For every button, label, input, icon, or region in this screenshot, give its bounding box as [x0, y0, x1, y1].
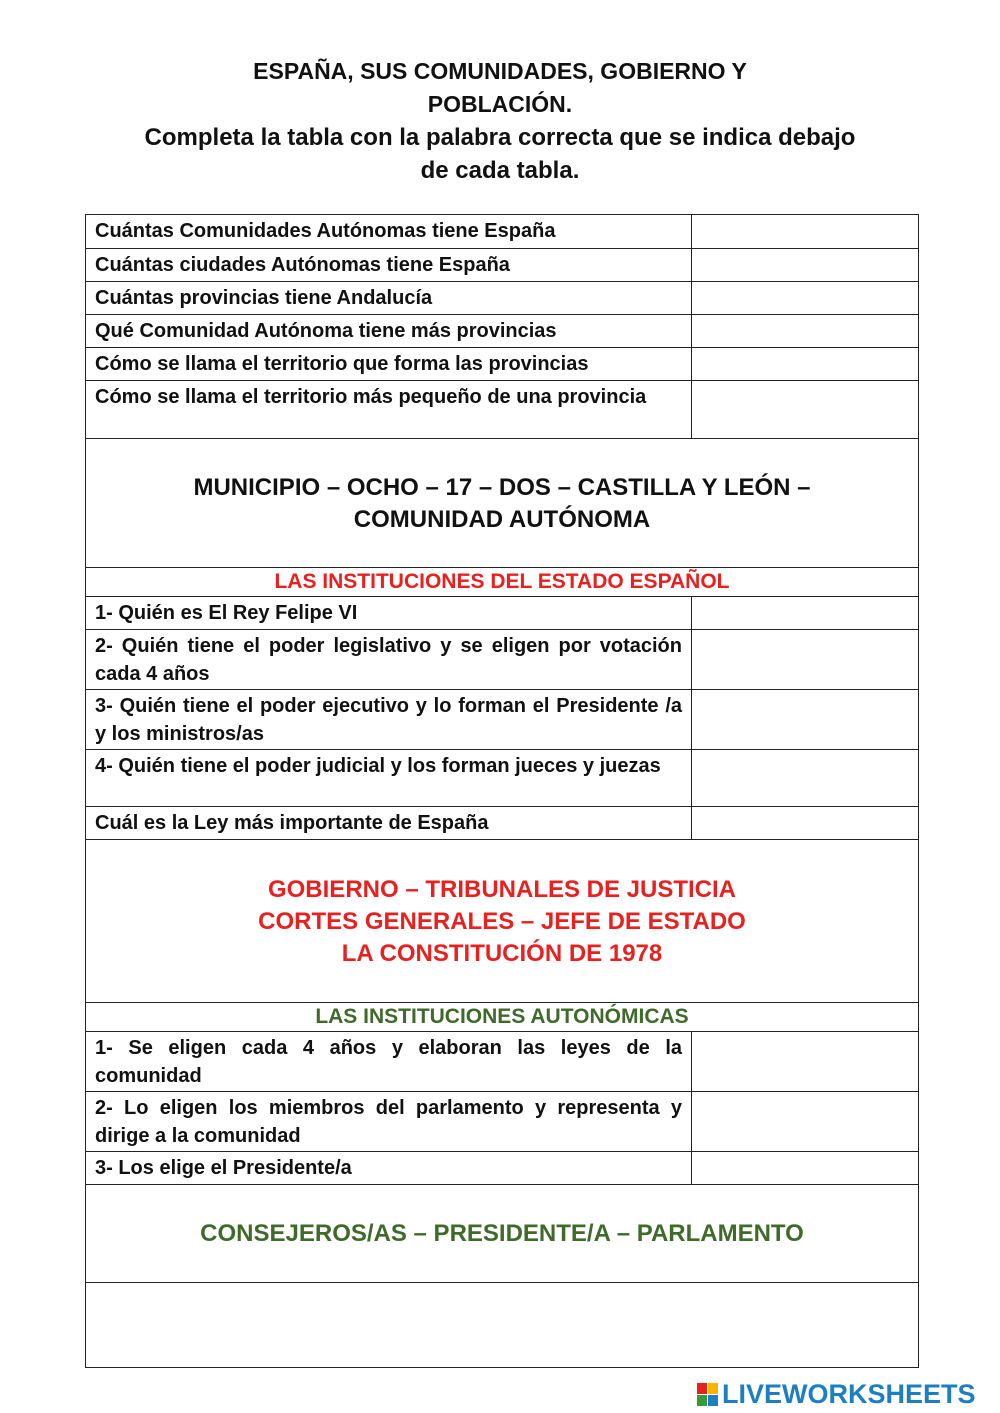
- table-row: [86, 690, 919, 750]
- word-bank-row: [86, 840, 919, 1003]
- answer-cell[interactable]: [692, 315, 919, 348]
- question-text: Cuántas ciudades Autónomas tiene España: [86, 249, 692, 282]
- table-row: [86, 348, 919, 381]
- word-bank-line: CORTES GENERALES – JEFE DE ESTADO: [258, 907, 746, 935]
- table-row: [86, 249, 919, 282]
- answer-cell[interactable]: [692, 690, 919, 750]
- table-row: [86, 750, 919, 807]
- liveworksheets-logo-icon: [697, 1383, 718, 1406]
- answer-cell[interactable]: [692, 630, 919, 690]
- table-row: [86, 630, 919, 690]
- worksheet-table: [85, 214, 919, 1368]
- word-bank: [86, 840, 919, 1003]
- answer-cell[interactable]: [692, 215, 919, 249]
- question-text: Cómo se llama el territorio más pequeño de una provincia: [86, 381, 692, 439]
- word-bank: [86, 439, 919, 568]
- blank-cell: [86, 1283, 919, 1368]
- word-bank-row: [86, 439, 919, 568]
- section-heading: LAS INSTITUCIONES AUTONÓMICAS: [86, 1003, 919, 1032]
- question-text: Cómo se llama el territorio que forma las provincias: [86, 348, 692, 381]
- answer-cell[interactable]: [692, 1092, 919, 1152]
- section-heading-row: [86, 568, 919, 597]
- section-heading: LAS INSTITUCIONES DEL ESTADO ESPAÑOL: [86, 568, 919, 597]
- table-row: [86, 1152, 919, 1185]
- word-bank-row: [86, 1185, 919, 1283]
- question-text: 2- Lo eligen los miembros del parlamento y representa y dirige a la comunidad: [86, 1092, 692, 1152]
- logo-text: LIVEWORKSHEETS: [722, 1378, 976, 1409]
- word-bank: CONSEJEROS/AS – PRESIDENTE/A – PARLAMENTO: [86, 1185, 919, 1283]
- answer-cell[interactable]: [692, 381, 919, 439]
- question-text: Cuántas provincias tiene Andalucía: [86, 282, 692, 315]
- answer-cell[interactable]: [692, 1152, 919, 1185]
- question-text: Cuántas Comunidades Autónomas tiene España: [86, 215, 692, 249]
- empty-row: [86, 1283, 919, 1368]
- answer-cell[interactable]: [692, 282, 919, 315]
- worksheet-instruction: Completa la tabla con la palabra correcta que se indica debajo de cada tabla.: [144, 124, 856, 184]
- liveworksheets-logo: [697, 1380, 976, 1408]
- answer-cell[interactable]: [692, 1032, 919, 1092]
- table-row: [86, 1092, 919, 1152]
- table-row: [86, 597, 919, 630]
- table-row: [86, 381, 919, 439]
- question-text: Qué Comunidad Autónoma tiene más provincias: [86, 315, 692, 348]
- word-bank-text: MUNICIPIO – OCHO – 17 – DOS – CASTILLA Y LEÓN – COMUNIDAD AUTÓNOMA: [193, 473, 811, 533]
- table-row: [86, 807, 919, 840]
- word-bank-line: LA CONSTITUCIÓN DE 1978: [341, 939, 663, 967]
- answer-cell[interactable]: [692, 249, 919, 282]
- table-row: [86, 282, 919, 315]
- answer-cell[interactable]: [692, 348, 919, 381]
- answer-cell[interactable]: [692, 597, 919, 630]
- answer-cell[interactable]: [692, 807, 919, 840]
- question-text: Cuál es la Ley más importante de España: [86, 807, 692, 840]
- table-row: [86, 315, 919, 348]
- worksheet-header: [0, 55, 1000, 187]
- section-heading-row: [86, 1003, 919, 1032]
- table-row: [86, 1032, 919, 1092]
- question-text: 2- Quién tiene el poder legislativo y se eligen por votación cada 4 años: [86, 630, 692, 690]
- question-text: 1- Quién es El Rey Felipe VI: [86, 597, 692, 630]
- question-text: 3- Quién tiene el poder ejecutivo y lo forman el Presidente /a y los ministros/as: [86, 690, 692, 750]
- answer-cell[interactable]: [692, 750, 919, 807]
- worksheet-title: ESPAÑA, SUS COMUNIDADES, GOBIERNO Y POBLACIÓN.: [253, 58, 747, 117]
- question-text: 3- Los elige el Presidente/a: [86, 1152, 692, 1185]
- table-row: [86, 215, 919, 249]
- question-text: 1- Se eligen cada 4 años y elaboran las leyes de la comunidad: [86, 1032, 692, 1092]
- question-text: 4- Quién tiene el poder judicial y los forman jueces y juezas: [86, 750, 692, 807]
- word-bank-line: GOBIERNO – TRIBUNALES DE JUSTICIA: [267, 875, 737, 903]
